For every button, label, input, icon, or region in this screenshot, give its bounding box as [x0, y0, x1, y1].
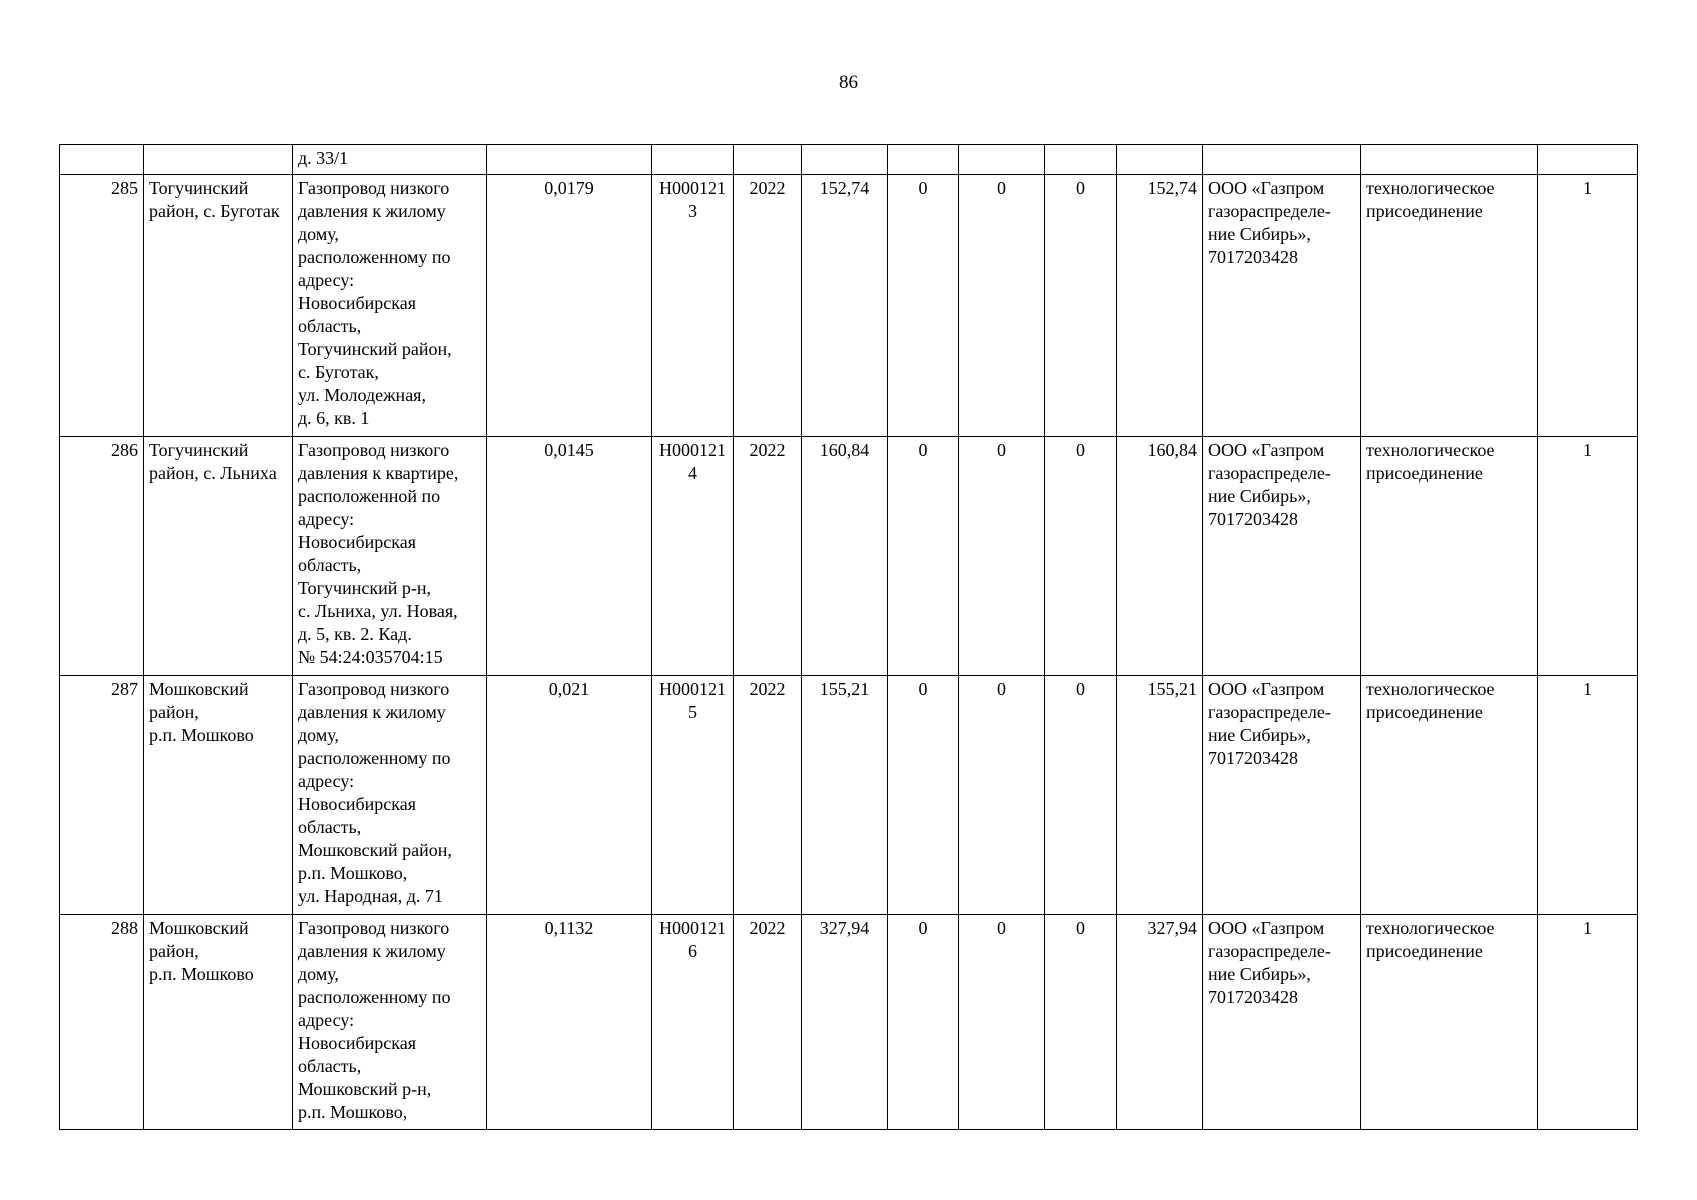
cell-year: 2022	[734, 915, 802, 1130]
cell-length: 0,021	[487, 676, 652, 915]
cell-description: Газопровод низкого давления к жилому дому, расположенному по адресу: Новосибирская область, Мошковский район, р.п. Мошково, ул. Народная, д. 71	[293, 676, 487, 915]
cell-z1	[888, 145, 959, 175]
page-number: 86	[839, 72, 858, 93]
cell-qty: 1	[1538, 175, 1638, 437]
cell-z3: 0	[1045, 676, 1117, 915]
cell-cost: 160,84	[802, 437, 888, 676]
cell-z3: 0	[1045, 915, 1117, 1130]
cell-z2: 0	[959, 676, 1045, 915]
cell-length	[487, 145, 652, 175]
cell-cost: 327,94	[802, 915, 888, 1130]
cell-total: 160,84	[1117, 437, 1203, 676]
table-row	[60, 175, 1638, 437]
cell-num: 285	[60, 175, 144, 437]
cell-total: 155,21	[1117, 676, 1203, 915]
cell-location: Тогучинский район, с. Льниха	[144, 437, 293, 676]
cell-num: 286	[60, 437, 144, 676]
cell-basis: технологическое присоединение	[1361, 915, 1538, 1130]
cell-total	[1117, 145, 1203, 175]
cell-organization: ООО «Газпром газораспределе- ние Сибирь», 7017203428	[1203, 676, 1361, 915]
table-row	[60, 676, 1638, 915]
cell-year: 2022	[734, 437, 802, 676]
cell-num: 288	[60, 915, 144, 1130]
cell-location	[144, 145, 293, 175]
cell-location: Мошковский район, р.п. Мошково	[144, 915, 293, 1130]
table-row	[60, 915, 1638, 1130]
cell-year	[734, 145, 802, 175]
cell-num: 287	[60, 676, 144, 915]
cell-z3: 0	[1045, 175, 1117, 437]
cell-code: Н000121 3	[652, 175, 734, 437]
cell-qty: 1	[1538, 915, 1638, 1130]
cell-qty: 1	[1538, 676, 1638, 915]
cell-code: Н000121 5	[652, 676, 734, 915]
cell-z3	[1045, 145, 1117, 175]
cell-code	[652, 145, 734, 175]
cell-z2: 0	[959, 915, 1045, 1130]
cell-description: д. 33/1	[293, 145, 487, 175]
cell-code: Н000121 4	[652, 437, 734, 676]
cell-qty: 1	[1538, 437, 1638, 676]
cell-total: 327,94	[1117, 915, 1203, 1130]
cell-z2	[959, 145, 1045, 175]
cell-year: 2022	[734, 175, 802, 437]
cell-length: 0,0145	[487, 437, 652, 676]
cell-cost	[802, 145, 888, 175]
registry-table	[59, 144, 1638, 1130]
cell-qty	[1538, 145, 1638, 175]
cell-organization: ООО «Газпром газораспределе- ние Сибирь», 7017203428	[1203, 915, 1361, 1130]
cell-code: Н000121 6	[652, 915, 734, 1130]
cell-description: Газопровод низкого давления к жилому дому, расположенному по адресу: Новосибирская область, Тогучинский район, с. Буготак, ул. Молодежная, д. 6, кв. 1	[293, 175, 487, 437]
cell-organization: ООО «Газпром газораспределе- ние Сибирь», 7017203428	[1203, 175, 1361, 437]
cell-z1: 0	[888, 676, 959, 915]
cell-description: Газопровод низкого давления к жилому дому, расположенному по адресу: Новосибирская область, Мошковский р-н, р.п. Мошково,	[293, 915, 487, 1130]
cell-organization	[1203, 145, 1361, 175]
cell-basis: технологическое присоединение	[1361, 437, 1538, 676]
cell-z2: 0	[959, 175, 1045, 437]
cell-length: 0,1132	[487, 915, 652, 1130]
cell-z1: 0	[888, 175, 959, 437]
cell-basis	[1361, 145, 1538, 175]
cell-z1: 0	[888, 437, 959, 676]
cell-location: Мошковский район, р.п. Мошково	[144, 676, 293, 915]
cell-total: 152,74	[1117, 175, 1203, 437]
cell-cost: 152,74	[802, 175, 888, 437]
cell-z3: 0	[1045, 437, 1117, 676]
cell-basis: технологическое присоединение	[1361, 175, 1538, 437]
cell-basis: технологическое присоединение	[1361, 676, 1538, 915]
cell-num	[60, 145, 144, 175]
cell-length: 0,0179	[487, 175, 652, 437]
cell-description: Газопровод низкого давления к квартире, расположенной по адресу: Новосибирская область, Тогучинский р-н, с. Льниха, ул. Новая, д. 5, кв. 2. Кад. № 54:24:035704:15	[293, 437, 487, 676]
cell-z1: 0	[888, 915, 959, 1130]
cell-z2: 0	[959, 437, 1045, 676]
cell-cost: 155,21	[802, 676, 888, 915]
cell-location: Тогучинский район, с. Буготак	[144, 175, 293, 437]
cell-year: 2022	[734, 676, 802, 915]
table-row-continuation	[60, 145, 1638, 175]
cell-organization: ООО «Газпром газораспределе- ние Сибирь», 7017203428	[1203, 437, 1361, 676]
table-row	[60, 437, 1638, 676]
